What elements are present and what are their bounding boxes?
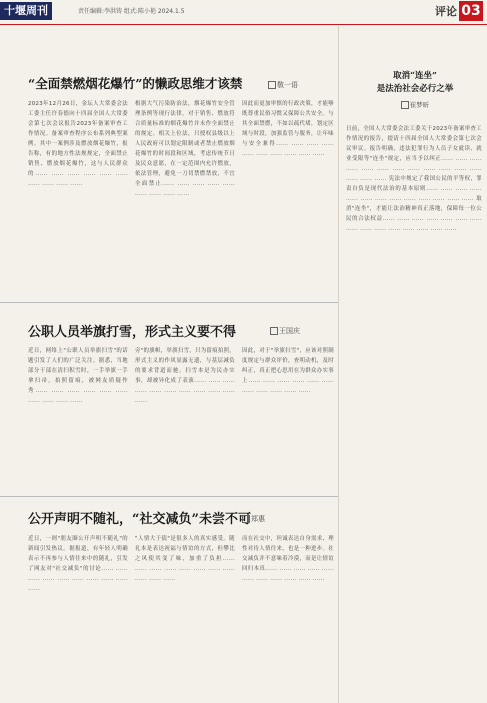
sidebar-title-line-2: 是法治社会必行之举 xyxy=(376,84,454,94)
sidebar-title-line-1: 取消“连坐” xyxy=(393,71,437,81)
sidebar-body: 日前，全国人大常委会法工委关于2023年备案审查工作情况的报告，提请十四届全国人大常委会第七次会议审议。报告明确，违法犯罪行为人员子女就读、就业受限等"连坐"规定，应当予以纠正...... ...... ...... ...... ...... ...... ...... ...... ...... ...... ...... ...... ...... ...... ...... 宪法中规定了我国公民的平等权，罪责自负是现代法治的基本原则...... ...... ...... ...... ...... ...... ...... ...... ...... ...... ...... ...... ...... 取消"连坐"，才能让法治精神真正落地，保障每一位公民的合法权益...... ...... ...... ...... ...... ...... ...... ...... ...... ...... ...... ...... ...... ...... ...... xyxy=(346,126,482,232)
article-1-col-2: 根据大气污染防治法，烟花爆竹安全管理条例等现行法律，对于销售、燃放符合质量标准的烟花爆竹并未作全面禁止的规定。相关上位法，只授权县级以上人民政府可以划定限制或者禁止燃放烟花爆竹的时间段和区域，考虑传统节日及民众意愿，在一定范围内允许燃放，依法管理，避免一刀切禁燃禁放，不宜全面禁止...... ...... ...... ...... ...... ...... ...... ...... ...... xyxy=(135,101,235,197)
article-1-byline xyxy=(268,80,298,90)
article-2-col-1: 近日，网络上"公职人员举旗扫雪"的话题引发了人们的广泛关注。据悉，当地部分干部在清扫积雪时，一手举旗一手拿扫帚，拍照留痕，被网友质疑作秀...... ...... ...... ...... ...... ...... ...... ...... ...... ...... xyxy=(28,348,128,404)
article-1-title: “全面禁燃烟花爆竹”的懒政思维才该禁 xyxy=(28,76,243,91)
article-2-col-2: 旁"的旗帜，举旗扫雪，只为留痕拍照，形式主义的作风显露无遗，与基层减负的要求背道而驰。扫雪本是为民办实事，却被异化成了表演...... ...... ...... ...... ...... ...... ...... ...... ...... ...... ...... xyxy=(135,348,235,404)
article-2-author: 王国庆 xyxy=(279,327,300,335)
article-divider xyxy=(0,496,338,497)
staff-credits: 责任编辑:李洪铸 组式:陈小艳 2024.1.5 xyxy=(78,8,185,15)
byline-box-icon xyxy=(270,327,278,335)
byline-box-icon xyxy=(268,81,276,89)
section-name: 评论 xyxy=(435,5,457,18)
sidebar-title xyxy=(350,70,480,96)
article-3-col-3: 而在社交中，坦诚表达自身需求、理性对待人情往来，也是一种进步。社交减负并不意味着冷漠，而是让情谊回归本真...... ...... ...... ...... ...... ...... ...... ...... ...... ...... ...... xyxy=(242,536,334,582)
header-rule xyxy=(0,24,487,25)
byline-box-icon xyxy=(242,515,250,523)
article-3-col-2: "人情大于债"是很多人的真实感受。随礼本是表达祝福与情谊的方式，但攀比之风使其变了味，加重了负担...... ...... ...... ...... ...... ...... ...... ...... ...... ...... ...... xyxy=(135,536,235,582)
article-3-author: 郑惠 xyxy=(251,515,265,523)
article-3-title: 公开声明不随礼，“社交减负”未尝不可 xyxy=(28,512,251,527)
column-divider xyxy=(338,26,339,703)
article-divider xyxy=(0,302,338,303)
sidebar-byline xyxy=(350,100,480,109)
article-2-col-3: 因此，对于"举旗扫雪"，应该对照制度规定与群众评价，查明动机，及时纠正，真正把心思用在为群众办实事上...... ...... ...... ...... ...... ...... ...... ...... ...... ...... ...... xyxy=(242,348,334,394)
page-number: 03 xyxy=(459,1,483,21)
page-header xyxy=(0,0,487,24)
article-2-title: 公职人员举旗打雪，形式主义要不得 xyxy=(28,325,237,340)
byline-box-icon xyxy=(401,101,409,109)
newspaper-logo: 十堰周刊 xyxy=(0,2,52,20)
article-1-col-1: 2023年12月26日，金坛人大常委会法工委主任许春德向十四届全国人大常委会第七次会议报告2023年备案审查工作情况。备案审查程序公布系列典型案例。其中一案例涉及燃放烟花爆竹，报告称，有的地方性法规规定，全面禁止销售、燃放烟花爆竹，这与人民群众的...... ...... ...... ...... ...... ...... ...... ...... ...... ...... xyxy=(28,101,128,187)
sidebar-author: 崔梦昕 xyxy=(409,101,430,109)
article-1-author: 敬一语 xyxy=(277,81,298,89)
article-1-col-3: 因此而更加审慎的行政决策，才能够既尊重民俗习惯又保障公共安全。与其全面禁燃，不如以疏代堵，划定区域与时段，加强监管与服务，让年味与安全兼得...... ...... ...... ...... ...... ...... ...... ...... ...... ...... xyxy=(242,101,334,157)
article-2-byline xyxy=(270,326,300,336)
article-3-col-1: 近日，一则"朋友圈公开声明不随礼"的新闻引发热议。据报道，有年轻人明确表示不再参与人情往来中的随礼，引发了网友对"社交减负"的讨论...... ...... ...... ...... ...... ...... ...... ...... ...... ...... xyxy=(28,536,128,592)
article-3-byline xyxy=(242,514,265,524)
